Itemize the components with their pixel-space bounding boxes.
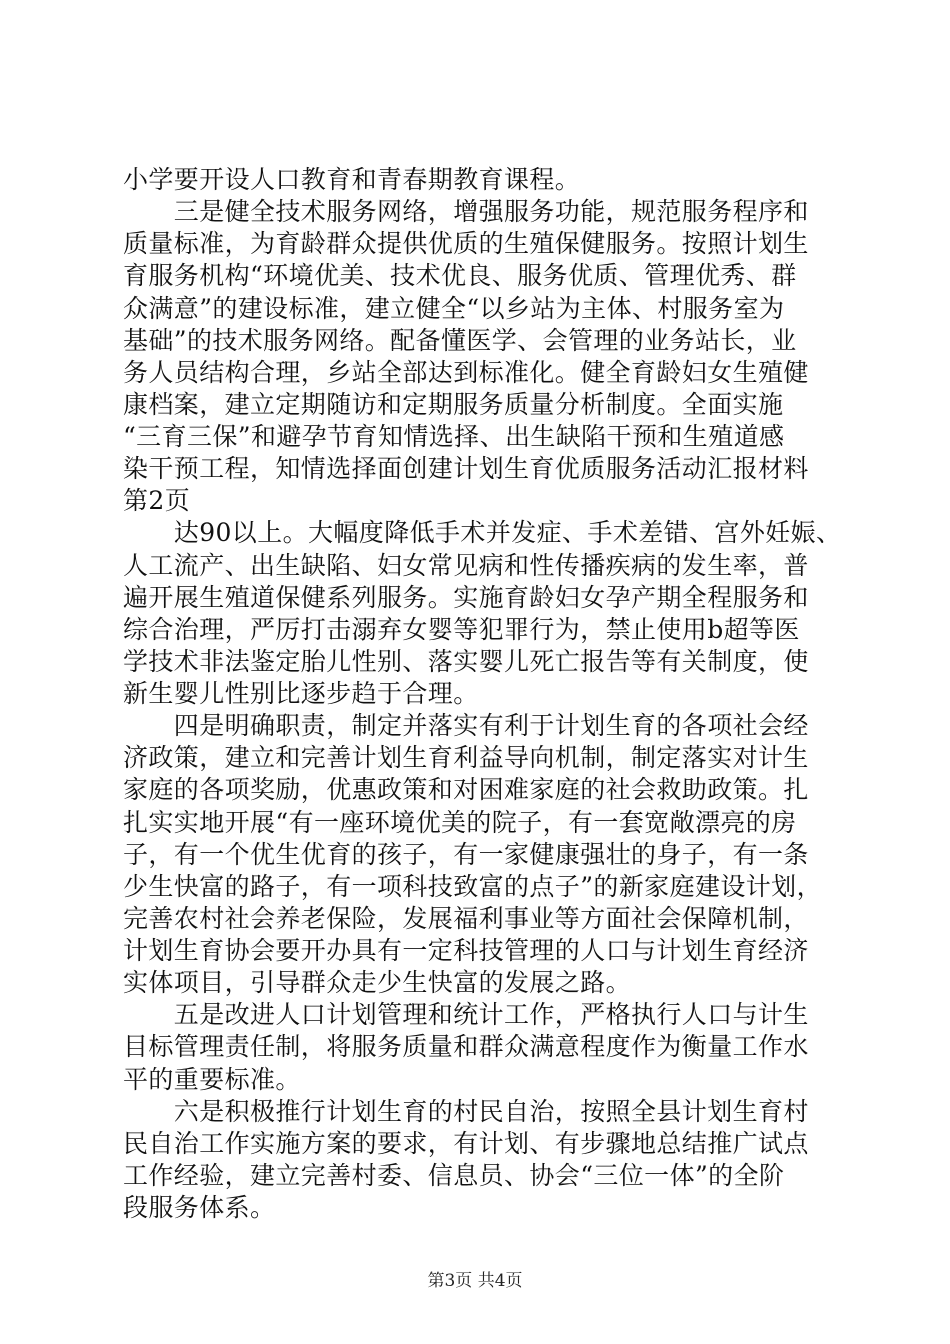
text-line: 平的重要标准。 (123, 1065, 301, 1094)
text-line: 人工流产、出生缺陷、妇女常见病和性传播疾病的发生率，普 (123, 551, 809, 580)
text-line: “三育三保”和避孕节育知情选择、出生缺陷干预和生殖道感 (123, 422, 785, 451)
text-line: 子，有一个优生优育的孩子，有一家健康强壮的身子，有一条 (123, 840, 809, 869)
text-line: 育服务机构“环境优美、技术优良、服务优质、管理优秀、群 (123, 261, 797, 290)
text-line: 质量标准，为育龄群众提供优质的生殖保健服务。按照计划生 (123, 229, 809, 258)
text-line: 段服务体系。 (123, 1193, 276, 1222)
page-footer: 第3页 共4页 (427, 1271, 523, 1291)
text-line: 众满意”的建设标准，建立健全“以乡站为主体、村服务室为 (123, 294, 785, 323)
text-line: 工作经验，建立完善村委、信息员、协会“三位一体”的全阶 (123, 1161, 785, 1190)
text-line: 新生婴儿性别比逐步趋于合理。 (123, 679, 479, 708)
text-line: 民自治工作实施方案的要求，有计划、有步骤地总结推广试点 (123, 1129, 809, 1158)
text-line: 遍开展生殖道保健系列服务。实施育龄妇女孕产期全程服务和 (123, 583, 809, 612)
text-line: 五是改进人口计划管理和统计工作，严格执行人口与计生 (123, 1000, 809, 1029)
text-line: 实体项目，引导群众走少生快富的发展之路。 (123, 968, 632, 997)
text-line: 扎实实地开展“有一座环境优美的院子，有一套宽敞漂亮的房 (123, 808, 797, 837)
text-line: 少生快富的路子，有一项科技致富的点子”的新家庭建设计划， (123, 872, 822, 901)
text-line: 四是明确职责，制定并落实有利于计划生育的各项社会经 (123, 711, 809, 740)
text-line: 染干预工程，知情选择面创建计划生育优质服务活动汇报材料 (123, 454, 809, 483)
text-line: 基础”的技术服务网络。配备懂医学、会管理的业务站长，业 (123, 326, 797, 355)
text-line: 济政策，建立和完善计划生育利益导向机制，制定落实对计生 (123, 743, 809, 772)
text-line: 计划生育协会要开办具有一定科技管理的人口与计划生育经济 (123, 936, 809, 965)
text-line: 完善农村社会养老保险，发展福利事业等方面社会保障机制， (123, 904, 809, 933)
text-line: 务人员结构合理，乡站全部达到标准化。健全育龄妇女生殖健 (123, 358, 809, 387)
text-line: 第2页 (123, 486, 191, 515)
text-line: 家庭的各项奖励，优惠政策和对困难家庭的社会救助政策。扎 (123, 775, 809, 804)
text-line: 康档案，建立定期随访和定期服务质量分析制度。全面实施 (123, 390, 784, 419)
text-line: 学技术非法鉴定胎儿性别、落实婴儿死亡报告等有关制度，使 (123, 647, 809, 676)
text-line: 三是健全技术服务网络，增强服务功能，规范服务程序和 (123, 197, 809, 226)
text-line: 六是积极推行计划生育的村民自治，按照全县计划生育村 (123, 1097, 809, 1126)
text-line: 综合治理，严厉打击溺弃女婴等犯罪行为，禁止使用b超等医 (123, 615, 800, 644)
text-line: 达90以上。大幅度降低手术并发症、手术差错、宫外妊娠、 (123, 518, 842, 547)
text-line: 小学要开设人口教育和青春期教育课程。 (123, 165, 581, 194)
text-line: 目标管理责任制，将服务质量和群众满意程度作为衡量工作水 (123, 1032, 809, 1061)
